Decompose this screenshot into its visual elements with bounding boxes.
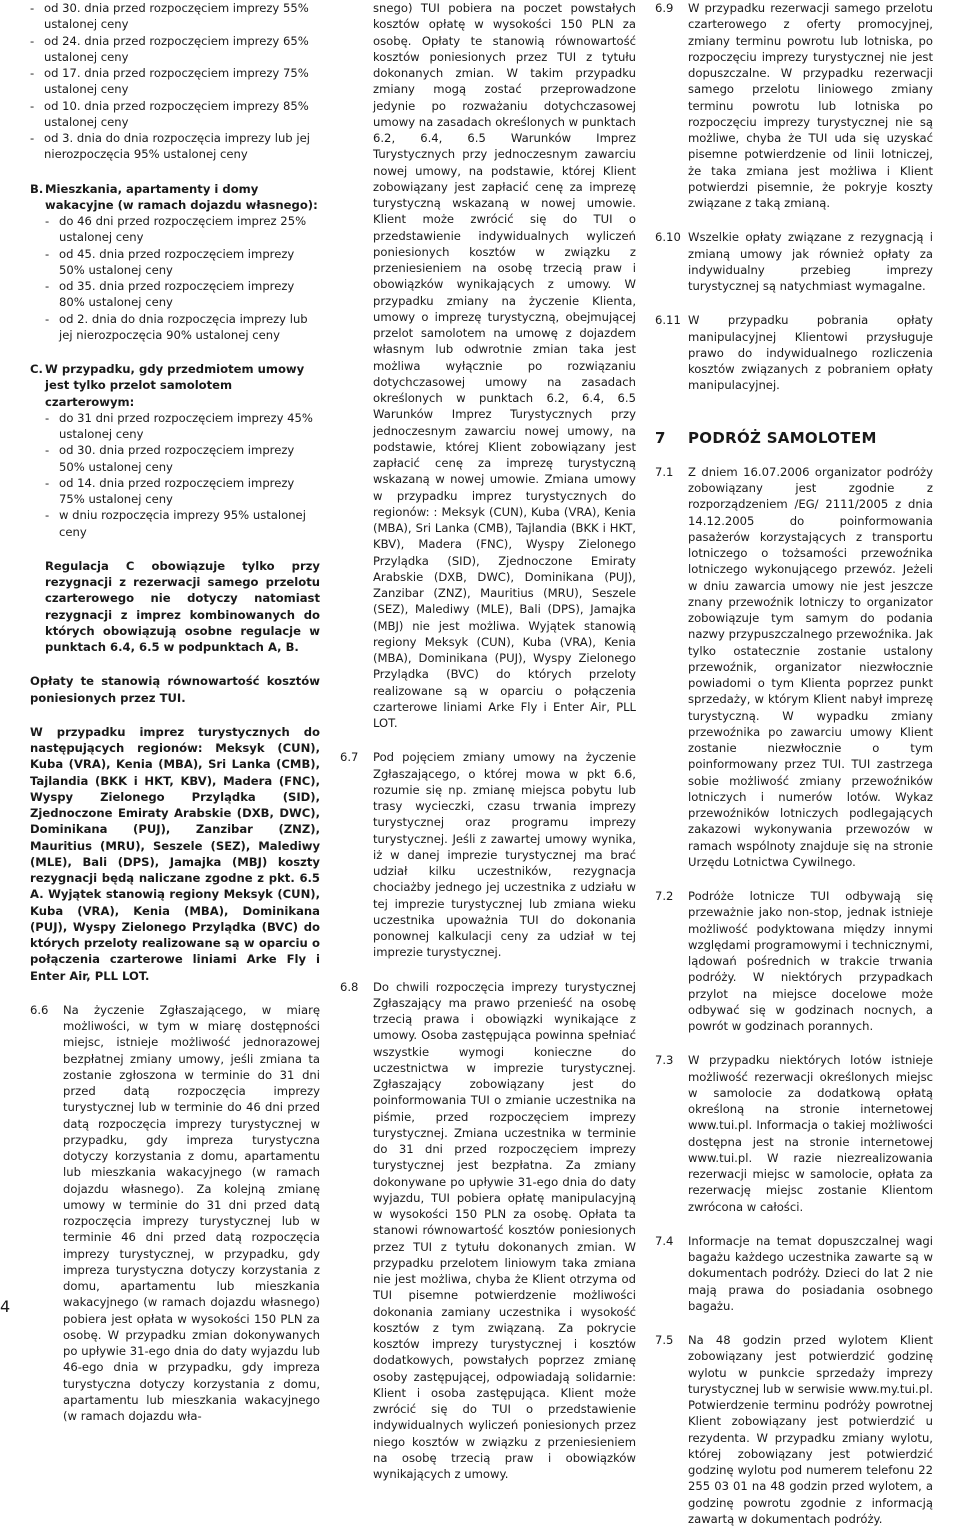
paragraph-text: W przypadku niektórych lotów istnieje możliwość rezerwacji określonych miejsc w samolocie za dodatkową opłatą określoną na stronie internetowej www.tui.pl. Informacja o takiej możliwości dostępna jest na stronie internetowej www.tui.pl. W razie niezrealizowania rezerwacji miejsc w samolocie, opłata za rezerwację miejsc zostanie Klientom zwrócona w całości. bbox=[688, 1053, 933, 1214]
paragraph-6-6 bbox=[30, 1002, 320, 1425]
section-b bbox=[30, 181, 320, 344]
fees-note: Opłaty te stanowią równowartość kosztów poniesionych przez TUI. bbox=[30, 674, 320, 705]
list-item: - od 35. dnia przed rozpoczęciem imprezy 80% ustalonej ceny bbox=[45, 279, 295, 310]
paragraph-7-3 bbox=[655, 1052, 933, 1215]
column-right bbox=[655, 0, 933, 1527]
paragraph-6-8 bbox=[340, 979, 636, 1483]
paragraph-text: Na 48 godzin przed wylotem Klient zobowiązany jest potwierdzić godzinę wylotu w punkcie sprzedaży imprezy turystycznej lub w serwisie www.my.tui.pl. Potwierdzenie terminu podróży powrotnej Klient zobowiązany jest potwierdzić u rezydenta. W przypadku zmiany wylotu, której zobowiązany jest potwierdzić godzinę wylotu pod numerem telefonu 22 255 03 01 na 48 godzin przed wylotem, a godzinę powrotu zgodnie z informacją zawartą w dokumentach podróży. bbox=[688, 1333, 933, 1526]
paragraph-number: 7.1 bbox=[655, 464, 674, 479]
section-b-label: B. bbox=[30, 181, 44, 196]
section-title: PODRÓŻ SAMOLOTEM bbox=[688, 428, 877, 447]
paragraph-7-5 bbox=[655, 1332, 933, 1527]
list-item: - od 2. dnia do dnia rozpoczęcia imprezy lub jej nierozpoczęcia 90% ustalonej ceny bbox=[45, 311, 308, 342]
list-item: - od 30. dnia przed rozpoczęciem imprezy 50% ustalonej ceny bbox=[45, 443, 295, 474]
paragraph-text: W przypadku rezerwacji samego przelotu czarterowego z oferty promocyjnej, zmiany terminu powrotu lub lotniska, po rozpoczęciu imprezy turystycznej nie jest dopuszczalne. W przypadku rezerwacji samego przelotu liniowego zmiany terminu powrotu lub lotniska po rozpoczęciu imprezy turystycznej nie są możliwe, chyba że TUI uda się uzyskać pisemne potwierdzenie od linii lotniczej, że taka zmiana jest możliwa i Klient potwierdzi pisemnie, że pokryje koszty związane z taką zmianą. bbox=[688, 1, 933, 210]
paragraph-number: 6.7 bbox=[340, 750, 359, 765]
list-item: - do 31 dni przed rozpoczęciem imprezy 45% ustalonej ceny bbox=[45, 410, 313, 441]
regions-note: W przypadku imprez turystycznych do następujących regionów: Meksyk (CUN), Kuba (VRA), Kenia (MBA), Sri Lanka (CMB), Tajlandia (BKK i HKT, KBV), Madera (FNC), Wyspy Zielonego Przylądka (SID), Zjednoczone Emiraty Arabskie (DXB, DWC), Dominikana (PUJ), Zanzibar (ZNZ), Mauritius (MRU), Seszele (SEZ), Malediwy (MLE), Bali (DPS), Jamajka (MBJ) koszty rezygnacji będą naliczane zgodne z pkt. 6.5 A. Wyjątek stanowią regiony Meksyk (CUN), Kuba (VRA), Kenia (MBA), Dominikana (PUJ), Wyspy Zielonego Przylądka (BVC) do których przeloty realizowane są w oparciu o połączenia czarterowe liniami Arke Fly i Enter Air, PLL LOT. bbox=[30, 724, 320, 983]
paragraph-text: Pod pojęciem zmiany umowy na życzenie Zgłaszającego, o której mowa w pkt 6.6, rozumie się np. zmianę miejsca pobytu lub trasy wycieczki, czasu trwania imprezy turystycznej oraz programu imprezy turystycznej. Jeśli z zawartej umowy wynika, iż w danej imprezie turystycznej ma brać udział kilku uczestników, rezygnacja chociażby jednego jej uczestnika z udziału w tej imprezie turystycznej lub zmiana wieku uczestnika upoważnia TUI do dokonania ponownej kalkulacji ceny za udział w tej imprezie turystycznej. bbox=[373, 750, 636, 960]
paragraph-text: Wszelkie opłaty związane z rezygnacją i zmianą umowy jak również opłaty za indywidualny przebieg imprezy turystycznej są natychmiast wymagalne. bbox=[688, 230, 933, 293]
paragraph-text: W przypadku pobrania opłaty manipulacyjnej Klientowi przysługuje prawo do indywidualnego rozliczenia kosztów związanych z pobraniem opłaty manipulacyjnej. bbox=[688, 313, 933, 393]
section-c-title: W przypadku, gdy przedmiotem umowy jest tylko przelot samolotem czarterowym: bbox=[45, 362, 305, 409]
list-item: - od 30. dnia przed rozpoczęciem imprezy 55% ustalonej ceny bbox=[30, 1, 309, 32]
paragraph-text: Informacje na temat dopuszczalnej wagi bagażu każdego uczestnika zawarte są w dokumentach podróży. Dzieci do lat 2 nie mają prawa do posiadania osobnego bagażu. bbox=[688, 1233, 933, 1313]
paragraph-number: 7.5 bbox=[655, 1333, 674, 1347]
list-item: - od 14. dnia przed rozpoczęciem imprezy 75% ustalonej ceny bbox=[45, 475, 295, 506]
list-a bbox=[30, 0, 320, 163]
paragraph-number: 7.4 bbox=[655, 1233, 674, 1248]
list-item: - od 45. dnia przed rozpoczęciem imprezy 50% ustalonej ceny bbox=[45, 246, 295, 277]
list-item: - od 24. dnia przed rozpoczęciem imprezy 65% ustalonej ceny bbox=[30, 33, 309, 64]
paragraph-number: 6.9 bbox=[655, 1, 674, 15]
paragraph-7-4 bbox=[655, 1233, 933, 1314]
paragraph-7-2 bbox=[655, 888, 933, 1034]
paragraph-text: Podróże lotnicze TUI odbywają się przeważnie jako non-stop, jednak istnieje możliwość podyktowana między innymi względami programowymi i technicznymi, lądowań pośrednich w trakcie trwania podróży. W niektórych przypadkach przylot na miejsce docelowe może odbywać się w godzinach nocnych, a powrót w godzinach porannych. bbox=[688, 889, 933, 1033]
column-middle bbox=[340, 0, 636, 1482]
list-item: - od 17. dnia przed rozpoczęciem imprezy 75% ustalonej ceny bbox=[30, 66, 309, 97]
list-item: - od 3. dnia do dnia rozpoczęcia imprezy lub jej nierozpoczęcia 95% ustalonej ceny bbox=[30, 131, 310, 162]
section-c bbox=[30, 361, 320, 540]
paragraph-7-1 bbox=[655, 464, 933, 870]
paragraph-number: 7.2 bbox=[655, 889, 674, 903]
list-item: - od 10. dnia przed rozpoczęciem imprezy 85% ustalonej ceny bbox=[30, 98, 309, 129]
paragraph-number: 6.6 bbox=[30, 1002, 49, 1017]
paragraph-text: Do chwili rozpoczęcia imprezy turystycznej Zgłaszający ma prawo przenieść na osobę trzecią prawa i obowiązki wynikające z umowy. Osoba zastępująca powinna spełniać wszystkie wymogi konieczne do uczestnictwa w imprezie turystycznej. Zgłaszający zobowiązany jest do poinformowania TUI o zmianie uczestnika na piśmie, przed rozpoczęciem imprezy turystycznej. Zmiana uczestnika w terminie do 31 dni przed rozpoczęciem imprezy turystycznej jest bezpłatna. Za zmiany dokonywane po upływie 31-ego dnia do daty wyjazdu, TUI pobiera opłatę manipulacyjną w wysokości 150 PLN za osobę. Opłata ta stanowi równowartość kosztów poniesionych przez TUI z tytułu dokonanych zmian. W przypadku przelotem liniowym taka zmiana nie jest możliwa, chyba że Klient otrzyma od TUI pisemne potwierdzenie możliwości dokonania zamiany uczestnika i wysokość kosztów z tym związaną. Za pokrycie kosztów imprezy turystycznej i kosztów dodatkowych, powstałych poprzez zmianę osoby zastępującej, odpowiadają solidarnie: Klient i osoba zastępująca. Klient może zwrócić się do TUI o przedstawienie indywidualnych wyliczeń poniesionych przez niego kosztów w związku z przeniesieniem na osobę trzecią praw i obowiązków wynikających z umowy. bbox=[373, 979, 636, 1481]
paragraph-6-10 bbox=[655, 229, 933, 294]
paragraph-6-6-continued: snego) TUI pobiera na poczet powstałych kosztów opłatę w wysokości 150 PLN za osobę. Opłaty te stanowią równowartość kosztów poniesionych przez TUI z tytułu dokonanych zmian. W takim przypadku zmiany mogą zostać przeprowadzone jedynie po rozważaniu dotychczasowej umowy na zasadach określonych w punktach 6.2, 6.4, 6.5 Warunków Imprez Turystycznych przy jednoczesnym zawarciu nowej umowy, na podstawie, której Klient zobowiązany jest zapłacić cenę za imprezę turystyczną wskazaną w nowej umowie. Klient może zwrócić się do TUI o przedstawienie indywidualnych wyliczeń poniesionych kosztów w związku z przeniesieniem na osobę trzecią praw i obowiązków wynikających z umowy. W przypadku zmiany na życzenie Klienta, umowy o imprezę turystyczną, obejmującej przelot samolotem na umowę z dojazdem własnym lub odwrotnie zmian taka jest możliwa wyłącznie po rozwiązaniu dotychczasowej umowy na zasadach określonych w punktach 6.2, 6.4, 6.5 Warunków Imprez Turystycznych przy jednoczesnym zawarciu nowej umowy, na podstawie, której Klient zobowiązany jest zapłacić cenę za imprezę turystyczną wskazaną w nowej umowie. Zmiana umowy w przypadku imprez turystycznych do regionów: : Meksyk (CUN), Kuba (VRA), Kenia (MBA), Sri Lanka (CMB), Tajlandia (BKK i HKT, KBV), Madera (FNC), Wyspy Zielonego Przylądka (SID), Zjednoczone Emiraty Arabskie (DXB, DWC), Dominikana (PUJ), Zanzibar (ZNZ), Mauritius (MRU), Seszele (SEZ), Malediwy (MLE), Bali (DPS), Jamajka (MBJ) nie jest możliwa. Wyjątek stanowią regiony Meksyk (CUN), Kuba (VRA), Kenia (MBA), Dominikana (PUJ), Wyspy Zielonego Przylądka (BVC) do których przeloty realizowane są w oparciu o połączenia czarterowe liniami Arke Fly i Enter Air, PLL LOT. bbox=[373, 1, 636, 730]
column-left bbox=[30, 0, 320, 1424]
paragraph-number: 7.3 bbox=[655, 1053, 674, 1068]
page-number: 4 bbox=[0, 1297, 11, 1316]
section-b-title: Mieszkania, apartamenty i domy wakacyjne (w ramach dojazdu własnego): bbox=[45, 181, 318, 212]
paragraph-6-9 bbox=[655, 0, 933, 211]
paragraph-number: 6.8 bbox=[340, 979, 359, 994]
paragraph-number: 6.11 bbox=[655, 313, 681, 328]
paragraph-text: Z dniem 16.07.2006 organizator podróży zobowiązany jest zgodnie z rozporządzeniem /EG/ 2111/2005 z dnia 14.12.2005 do poinformowania pasażerów korzystających z transportu lotniczego o tożsamości przewoźnika lotniczego wykonującego przewóz. Jeżeli w dniu zawarcia umowy nie jest jeszcze znany przewoźnik lotniczy to organizator zobowiązuje tym samym do podania nazwy przypuszczalnego przewoźnika. Jak tylko ostatecznie zostanie ustalony przewoźnik, organizator niezwłocznie powiadomi o tym Klienta poprzez punkt sprzedaży, w którym Klient nabył imprezę turystyczną. W wypadku zmiany przewoźnika po zawarciu umowy Klient zostanie niezwłocznie o tym poinformowany przez TUI. TUI zastrzega sobie możliwość zmiany przewoźników lotniczych i numerów lotów. Wykaz przewoźników lotniczych podlegających zakazowi wykonywania przewozów w ramach wspólnoty znajduje się na stronie Urzędu Lotnictwa Cywilnego. bbox=[688, 464, 933, 869]
note-regulation-c: Regulacja C obowiązuje tylko przy rezygnacji z rezerwacji samego przelotu czarterowego nie dotyczy natomiast rezygnacji z imprez kombinowanych do których obowiązują osobne regulacje w punktach 6.4, 6.5 w podpunktach A, B. bbox=[45, 558, 320, 654]
paragraph-6-7 bbox=[340, 749, 636, 960]
section-number: 7 bbox=[655, 428, 666, 447]
paragraph-text: Na życzenie Zgłaszającego, w miarę możliwości, w tym w miarę dostępności miejsc, istnieje możliwość jednorazowej bezpłatnej zmiany umowy, jeśli zmiana ta zostanie zgłoszona w terminie do 31 dni przed datą rozpoczęcia imprezy turystycznej lub w terminie do 46 dni przed datą rozpoczęcia imprezy turystycznej w przypadku, gdy impreza turystyczna dotyczy korzystania z domu, apartamentu lub mieszkania wakacyjnego (w ramach dojazdu własnego). Za kolejną zmianę umowy w terminie do 31 dni przed datą rozpoczęcia imprezy turystycznej lub w terminie 46 dni przed datą rozpoczęcia imprezy turystycznej, w przypadku, gdy impreza turystyczna dotyczy korzystania z domu, apartamentu lub mieszkania wakacyjnego (w ramach dojazdu własnego) pobiera jest opłata w wysokości 150 PLN za osobę. W przypadku zmian dokonywanych po upływie 31-ego dnia do daty wyjazdu lub 46-ego dnia w przypadku, gdy impreza turystyczna dotyczy korzystania z domu, apartamentu lub mieszkania wakacyjnego (w ramach dojazdu wła- bbox=[63, 1002, 320, 1423]
paragraph-6-11 bbox=[655, 312, 933, 393]
list-item: - do 46 dni przed rozpoczęciem imprez 25% ustalonej ceny bbox=[45, 214, 307, 245]
section-c-label: C. bbox=[30, 362, 43, 376]
list-item: - w dniu rozpoczęcia imprezy 95% ustalonej ceny bbox=[45, 508, 306, 539]
section-7-heading bbox=[655, 430, 933, 446]
paragraph-number: 6.10 bbox=[655, 230, 681, 245]
